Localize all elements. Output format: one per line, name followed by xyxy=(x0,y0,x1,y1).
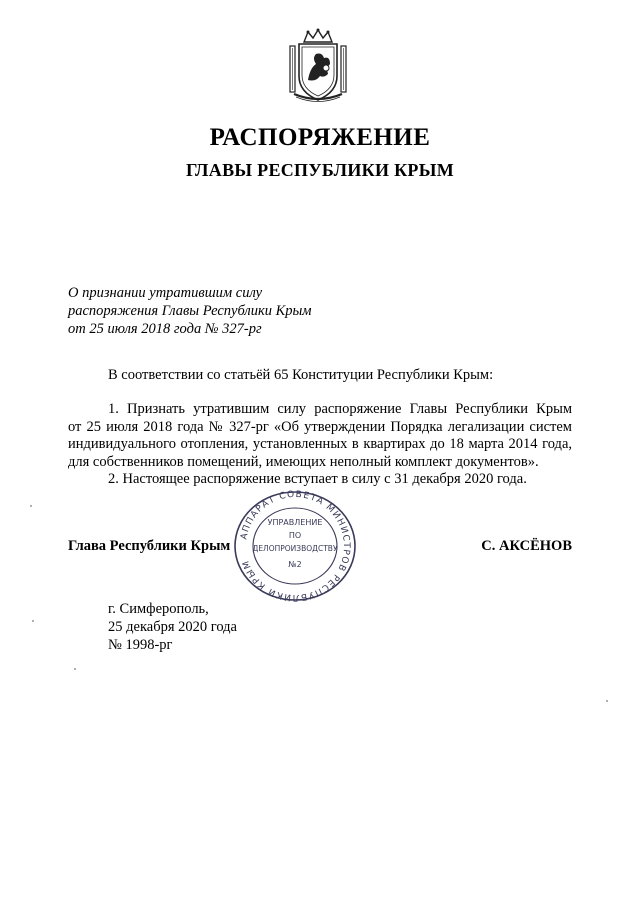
document-subtitle: ГЛАВЫ РЕСПУБЛИКИ КРЫМ xyxy=(186,160,454,180)
item1-line: для собственников помещений, имеющих неполный комплект документов». xyxy=(68,453,539,470)
document-body xyxy=(68,401,572,489)
subject-line: распоряжения Главы Республики Крым xyxy=(68,303,312,319)
subject-line: от 25 июля 2018 года № 327-рг xyxy=(68,321,262,337)
official-stamp xyxy=(228,487,362,605)
subject-line: О признании утратившим силу xyxy=(68,285,263,301)
issue-place: г. Симферополь, xyxy=(108,601,209,617)
stamp-line: УПРАВЛЕНИЕ xyxy=(267,518,323,527)
scan-speck xyxy=(30,505,32,507)
place-and-date xyxy=(108,600,237,654)
issue-number: № 1998-рг xyxy=(108,637,173,653)
signer-name: С. АКСЁНОВ xyxy=(481,538,572,554)
signer-position: Глава Республики Крым xyxy=(68,538,231,554)
item2-text: 2. Настоящее распоряжение вступает в силу с 31 декабря 2020 года. xyxy=(108,471,527,487)
document-title: РАСПОРЯЖЕНИЕ xyxy=(209,124,431,151)
stamp-line: №2 xyxy=(288,560,302,569)
stamp-outer-text: АППАРАТ СОВЕТА МИНИСТРОВ РЕСПУБЛИКИ КРЫМ xyxy=(239,489,352,603)
stamp-line: ДЕЛОПРОИЗВОДСТВУ xyxy=(252,544,338,553)
stamp-line: ПО xyxy=(288,531,302,540)
scan-speck xyxy=(606,700,608,702)
crimea-coat-of-arms-icon xyxy=(286,28,350,104)
document-subject xyxy=(68,284,388,338)
scan-speck xyxy=(74,668,76,670)
scan-speck xyxy=(32,620,34,622)
item1-line: от 25 июля 2018 года № 327-рг «Об утверждении Порядка легализации систем xyxy=(68,418,572,435)
item1-line: 1. Признать утратившим силу распоряжение Главы Республики Крым xyxy=(108,401,572,417)
preamble-text: В соответствии со статьёй 65 Конституции Республики Крым: xyxy=(108,367,494,383)
item1-line: индивидуального отопления, установленных в квартирах до 18 марта 2014 года, xyxy=(68,436,572,452)
issue-date: 25 декабря 2020 года xyxy=(108,619,237,635)
